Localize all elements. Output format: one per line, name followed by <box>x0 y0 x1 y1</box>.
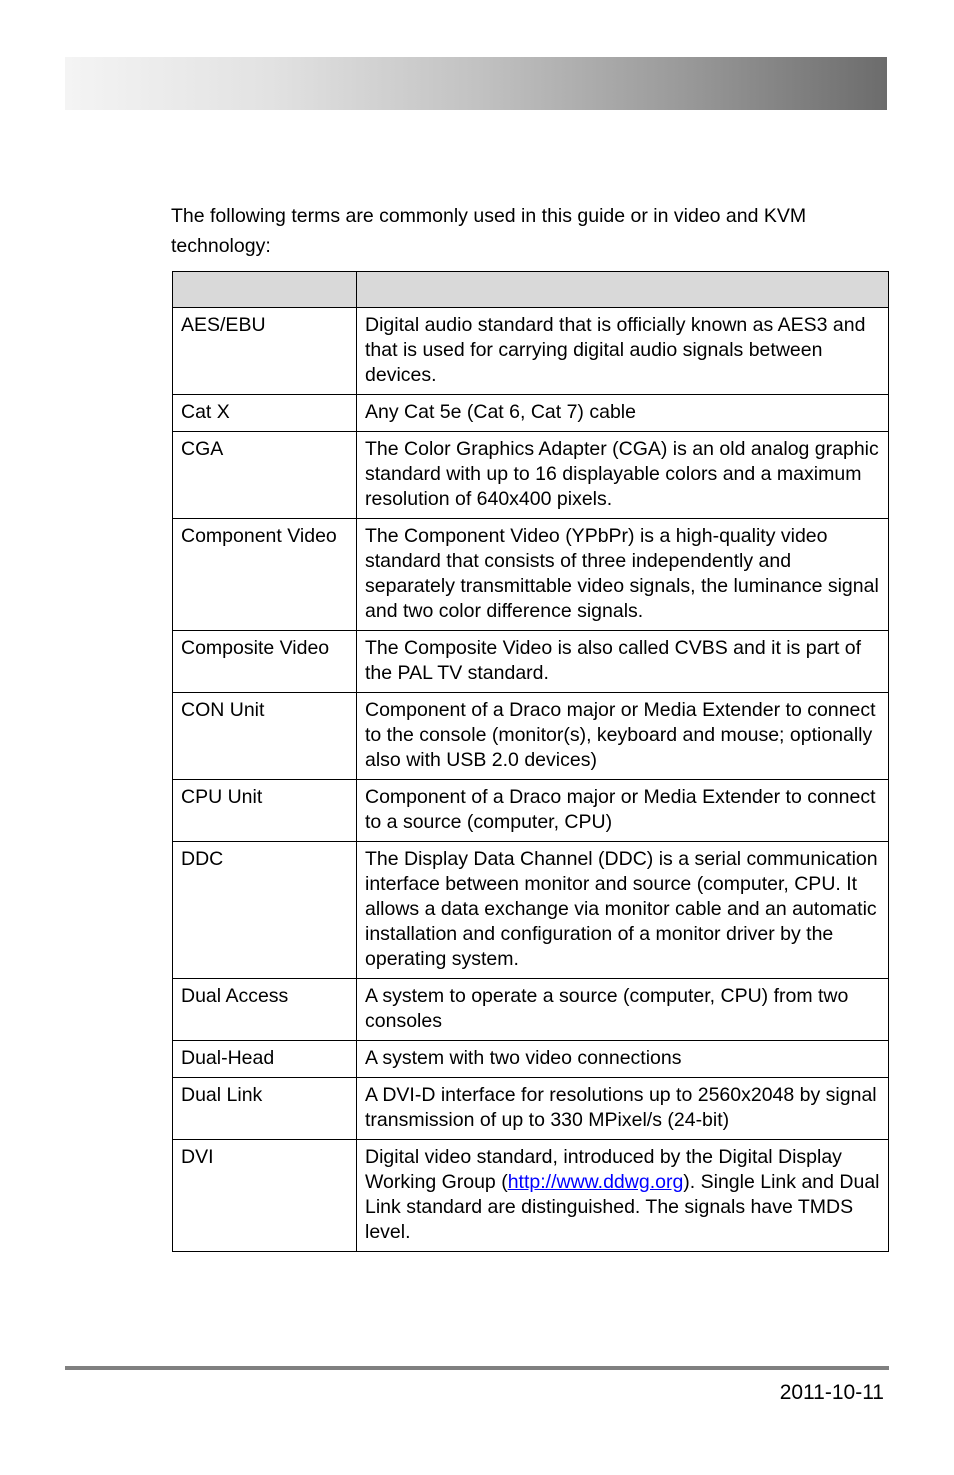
table-row <box>173 693 889 780</box>
table-row <box>173 1078 889 1140</box>
definition-cell: Digital audio standard that is officially known as AES3 and that is used for carrying digital audio signals between devices. <box>357 308 889 395</box>
definition-cell: A system to operate a source (computer, CPU) from two consoles <box>357 979 889 1041</box>
term-cell: AES/EBU <box>173 308 357 395</box>
term-cell: CPU Unit <box>173 780 357 842</box>
definition-text: Digital video standard, introduced by the Digital Display Working Group ( <box>365 1146 842 1193</box>
ddwg-link[interactable]: http://www.ddwg.org <box>507 1171 684 1193</box>
term-column-header <box>173 272 357 308</box>
term-cell: Composite Video <box>173 631 357 693</box>
glossary-table <box>172 271 889 1252</box>
definition-column-header <box>357 272 889 308</box>
table-row <box>173 395 889 432</box>
table-row <box>173 842 889 979</box>
definition-cell: The Composite Video is also called CVBS and it is part of the PAL TV standard. <box>357 631 889 693</box>
table-row <box>173 631 889 693</box>
definition-cell: Component of a Draco major or Media Extender to connect to a source (computer, CPU) <box>357 780 889 842</box>
term-cell: Dual-Head <box>173 1041 357 1078</box>
table-row <box>173 308 889 395</box>
table-row <box>173 432 889 519</box>
footer-rule <box>65 1366 889 1370</box>
term-cell: Component Video <box>173 519 357 631</box>
definition-cell <box>357 1140 889 1252</box>
term-cell: CON Unit <box>173 693 357 780</box>
term-cell: CGA <box>173 432 357 519</box>
term-cell: Dual Access <box>173 979 357 1041</box>
footer-date: 2011-10-11 <box>779 1381 884 1404</box>
table-row <box>173 1140 889 1252</box>
definition-cell: A DVI-D interface for resolutions up to 2560x2048 by signal transmission of up to 330 MPixel/s (24-bit) <box>357 1078 889 1140</box>
intro-text: The following terms are commonly used in this guide or in video and KVM technology: <box>171 205 807 257</box>
definition-text: ). Single Link and Dual Link standard are distinguished. The signals have TMDS level. <box>365 1171 880 1243</box>
table-row <box>173 780 889 842</box>
term-cell: DDC <box>173 842 357 979</box>
definition-cell: The Color Graphics Adapter (CGA) is an old analog graphic standard with up to 16 displayable colors and a maximum resolution of 640x400 pixels. <box>357 432 889 519</box>
definition-cell: Component of a Draco major or Media Extender to connect to the console (monitor(s), keyboard and mouse; optionally also with USB 2.0 devices) <box>357 693 889 780</box>
definition-cell: A system with two video connections <box>357 1041 889 1078</box>
definition-cell: Any Cat 5e (Cat 6, Cat 7) cable <box>357 395 889 432</box>
table-row <box>173 519 889 631</box>
header-band <box>65 57 887 110</box>
term-cell: Cat X <box>173 395 357 432</box>
table-header-row <box>173 272 889 308</box>
term-cell: Dual Link <box>173 1078 357 1140</box>
definition-cell: The Display Data Channel (DDC) is a serial communication interface between monitor and source (computer, CPU. It allows a data exchange via monitor cable and an automatic installation and configuration of a monitor driver by the operating system. <box>357 842 889 979</box>
term-cell: DVI <box>173 1140 357 1252</box>
table-row <box>173 979 889 1041</box>
table-row <box>173 1041 889 1078</box>
definition-cell: The Component Video (YPbPr) is a high-quality video standard that consists of three independently and separately transmittable video signals, the luminance signal and two color difference signals. <box>357 519 889 631</box>
